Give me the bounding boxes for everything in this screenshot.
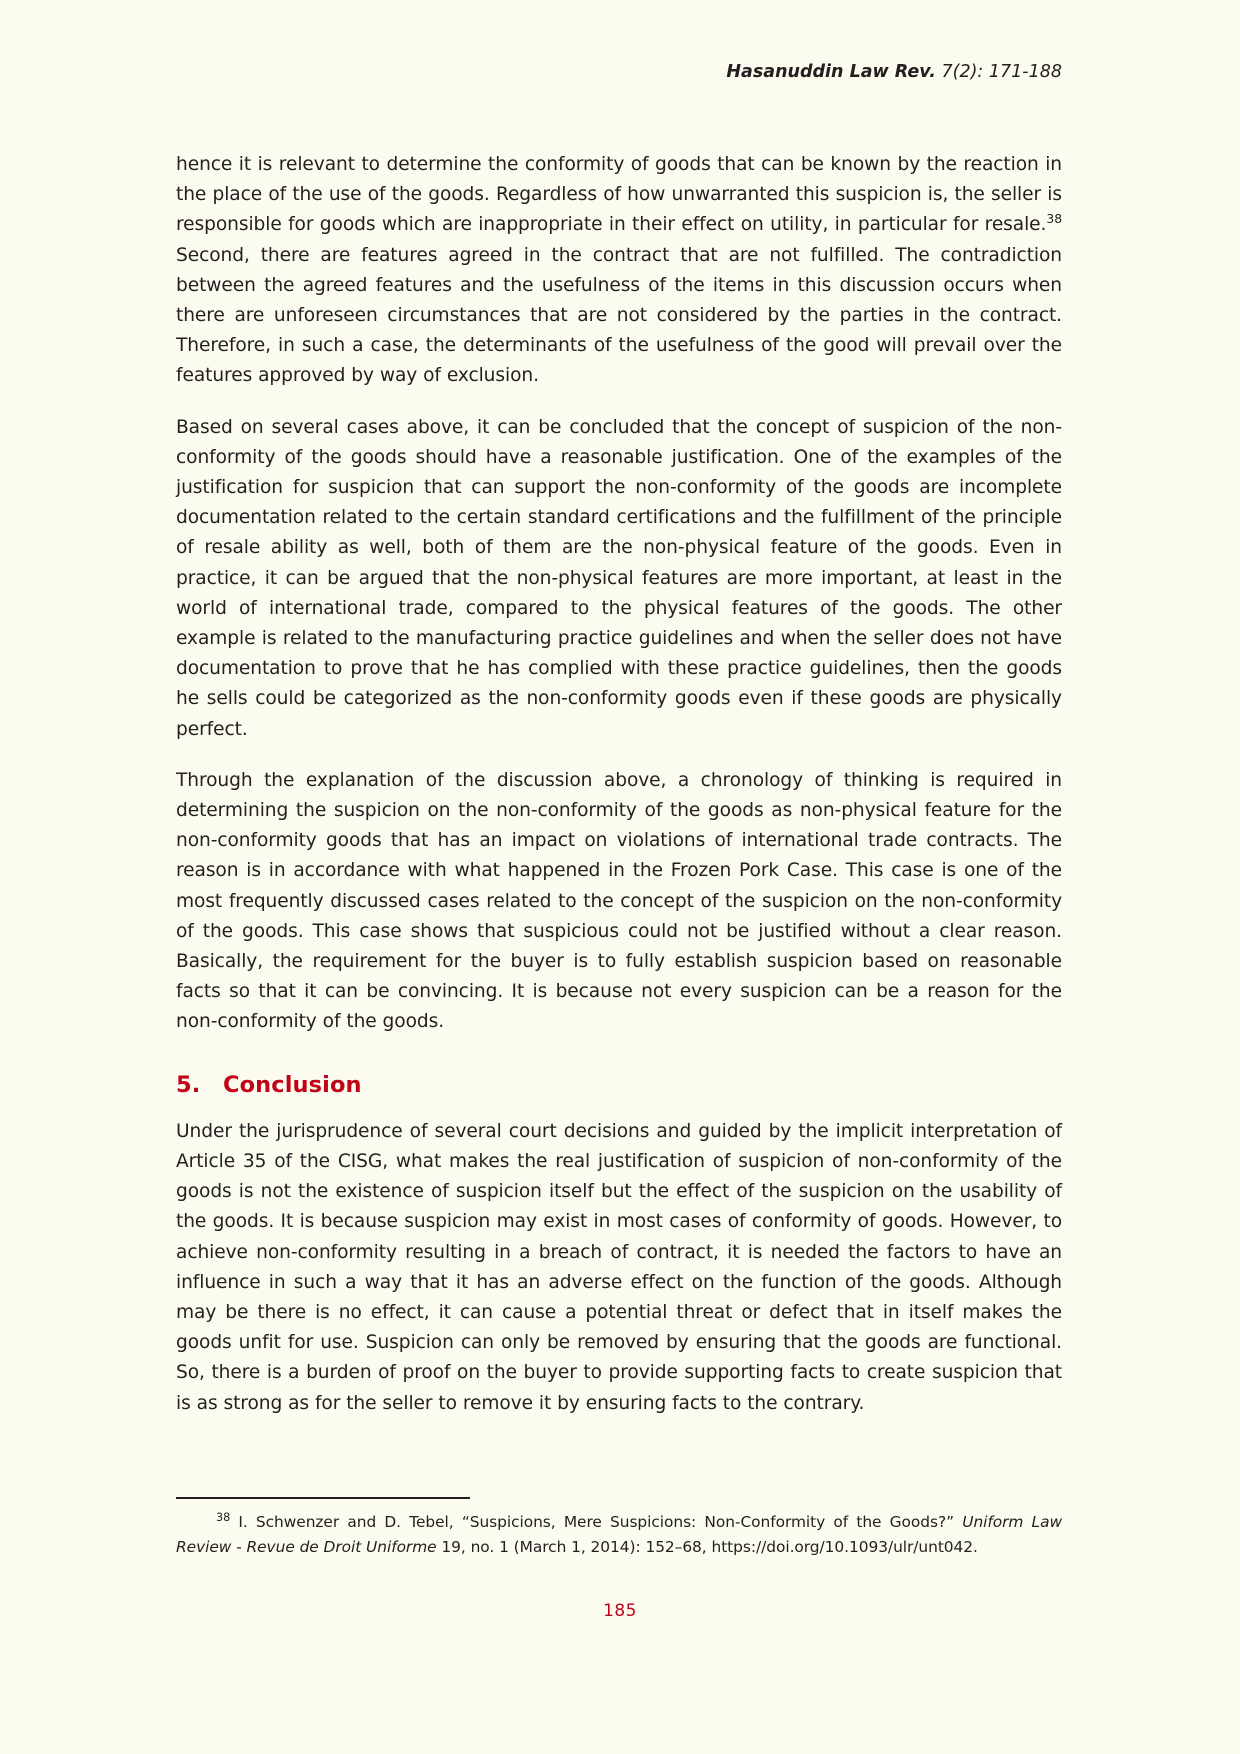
running-head-issue: 7(2): 171-188 bbox=[935, 62, 1062, 82]
footnote-text-part-2: 19, no. 1 (March 1, 2014): 152–68, https://doi.org/10.1093/ulr/unt042. bbox=[436, 1538, 978, 1556]
paragraph-3: Through the explanation of the discussion above, a chronology of thinking is required in determining the suspicion on the non-conformity of the goods as non-physical feature for the non-conformity goods that has an impact on violations of international trade contracts. The reason is in accordance with what happened in the Frozen Pork Case. This case is one of the most frequently discussed cases related to the concept of the suspicion on the non-conformity of the goods. This case shows that suspicious could not be justified without a clear reason. Basically, the requirement for the buyer is to fully establish suspicion based on reasonable facts so that it can be convincing. It is because not every suspicion can be a reason for the non-conformity of the goods. bbox=[176, 769, 1062, 1033]
section-heading-conclusion bbox=[176, 1072, 1062, 1098]
page-number: 185 bbox=[603, 1601, 637, 1621]
paragraph-continued bbox=[176, 150, 1062, 392]
footnote-area bbox=[176, 1497, 1062, 1560]
paragraph-1-text-before-footnote: hence it is relevant to determine the conformity of goods that can be known by the reaction in the place of the use of the goods. Regardless of how unwarranted this suspicion is, the seller is responsible for goods which are inappropriate in their effect on utility, in particular for resale. bbox=[176, 154, 1062, 236]
footnote-separator-rule bbox=[176, 1497, 470, 1499]
footnote-entry-38 bbox=[176, 1510, 1062, 1560]
footnote-reference-38[interactable]: 38 bbox=[1046, 211, 1062, 227]
footnote-source-title: Uniform Law Review - Revue de Droit Uniforme bbox=[176, 1513, 1062, 1556]
running-head-journal-title: Hasanuddin Law Rev. bbox=[726, 62, 936, 82]
paragraph-2: Based on several cases above, it can be concluded that the concept of suspicion of the non-conformity of the goods should have a reasonable justification. One of the examples of the justification for suspicion that can support the non-conformity of the goods are incomplete documentation related to the certain standard certifications and the fulfillment of the principle of resale ability as well, both of them are the non-physical feature of the goods. Even in practice, it can be argued that the non-physical features are more important, at least in the world of international trade, compared to the physical features of the goods. The other example is related to the manufacturing practice guidelines and when the seller does not have documentation to prove that he has complied with these practice guidelines, then the goods he sells could be categorized as the non-conformity goods even if these goods are physically perfect. bbox=[176, 416, 1062, 740]
footnote-number: 38 bbox=[216, 1510, 231, 1524]
footnote-text-part-1: I. Schwenzer and D. Tebel, “Suspicions, Mere Suspicions: Non-Conformity of the Goods?” bbox=[230, 1513, 963, 1531]
running-head bbox=[176, 62, 1062, 83]
section-title: Conclusion bbox=[223, 1071, 362, 1098]
paragraph-4: Under the jurisprudence of several court decisions and guided by the implicit interpretation of Article 35 of the CISG, what makes the real justification of suspicion of non-conformity of the goods is not the existence of suspicion itself but the effect of the suspicion on the usability of the goods. It is because suspicion may exist in most cases of conformity of goods. However, to achieve non-conformity resulting in a breach of contract, it is needed the factors to have an influence in such a way that it has an adverse effect on the function of the goods. Although may be there is no effect, it can cause a potential threat or defect that in itself makes the goods unfit for use. Suspicion can only be removed by ensuring that the goods are functional. So, there is a burden of proof on the buyer to provide supporting facts to create suspicion that is as strong as for the seller to remove it by ensuring facts to the contrary. bbox=[176, 1120, 1062, 1414]
paragraph-1-text-after-footnote: Second, there are features agreed in the contract that are not fulfilled. The contradiction between the agreed features and the usefulness of the items in this discussion occurs when there are unforeseen circumstances that are not considered by the parties in the contract. Therefore, in such a case, the determinants of the usefulness of the good will prevail over the features approved by way of exclusion. bbox=[176, 244, 1062, 387]
page-body bbox=[176, 150, 1062, 1419]
section-number: 5. bbox=[176, 1071, 201, 1098]
